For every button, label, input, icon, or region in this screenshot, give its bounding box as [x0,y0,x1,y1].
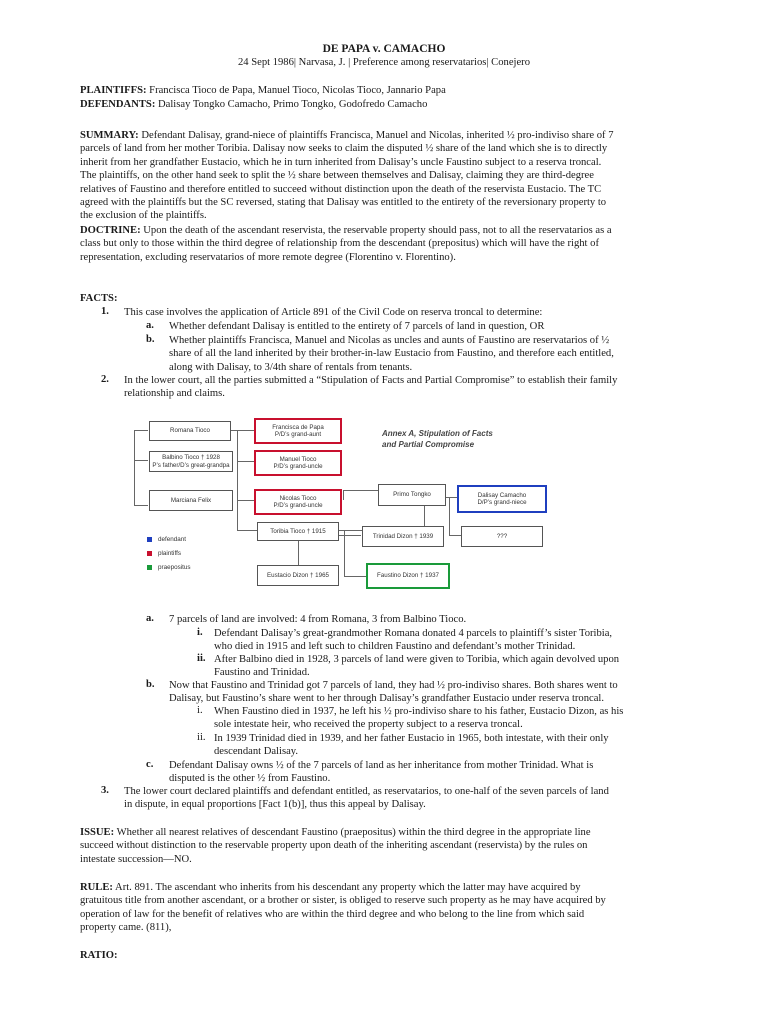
fact-line: share of all the land inherited by their brother-in-law Eustacio from Faustino, and therefore each entitled, [169,348,614,360]
node-eustacio [257,565,339,586]
fact-line: In the lower court, all the parties submitted a “Stipulation of Facts and Partial Compromise” to establish their family [124,375,618,386]
doctrine-line: class but only to those within the third degree of relationship from the descendant (prepositus) which will have the right of [80,238,599,250]
summary-line: relatives of Faustino and therefore entitled to succeed without distinction upon the death of the reservista Eustacio. The TC [80,183,602,195]
node-label: P/D’s grand-aunt [274,431,322,438]
node-label: Trinidad Dizon † 1939 [372,532,434,540]
facts-label: FACTS: [80,293,118,304]
fact-1b [169,334,699,374]
annex-title-line: and Partial Compromise [382,440,475,449]
summary-line: the exclusion of the plaintiffs. [80,210,207,222]
node-dalisay [457,485,547,513]
tree-line [344,530,345,576]
annex-title-line: Annex A, Stipulation of Facts [382,429,493,438]
tree-line [424,505,425,528]
summary-line: agreed with the plaintiffs but the SC reversed, stating that Dalisay was entitled to the entirety of the reversionary property to [80,197,607,209]
fact-2 [124,374,704,401]
issue-line: Whether all nearest relatives of descendant Faustino (praepositus) within the third degree in the appropriate line [116,827,591,838]
node-unknown [461,526,543,547]
node-balbino [149,451,233,472]
issue-label: ISSUE: [80,827,115,838]
legend-swatch [147,565,152,570]
node-primo [378,484,446,506]
rule-line: operation of law for the benefit of relatives who are within the third degree and who belong to the line from which said [80,908,585,920]
tree-line [237,430,238,530]
fact-line: who died in 1915 and left such to children Faustino and defendant’s mother Trinidad. [214,641,576,653]
fact-2b [169,679,699,706]
node-label: Dalisay Camacho [477,491,527,499]
tree-line [237,500,254,501]
node-label: Toribia Tioco † 1915 [270,527,326,535]
fact-roman: ii. [197,732,206,743]
summary-line: parcels of land from her mother Toribia. Dalisay now seeks to claim the disputed ½ share of the land which she is to directly [80,143,608,155]
fact-line: After Balbino died in 1928, 3 parcels of land were given to Toribia, which again devolved upon [214,654,620,665]
fact-2a-ii [214,653,694,680]
tree-line [445,497,457,498]
fact-number: 3. [101,785,109,796]
tree-line [134,460,148,461]
legend-swatch [147,537,152,542]
case-title: DE PAPA v. CAMACHO [322,43,446,55]
doctrine-line: Upon the death of the ascendant reservista, the reservable property should pass, not to all the reservatarios as a [143,225,612,236]
ratio-label: RATIO: [80,950,118,961]
node-label: Marciana Felix [170,496,212,504]
node-francisca [254,418,342,444]
tree-line [237,530,257,531]
summary-block [80,129,690,223]
fact-line: Now that Faustino and Trinidad got 7 parcels of land, they had ½ pro-indiviso shares. Both shares went to [169,680,618,691]
node-label: Manuel Tioco [279,455,317,463]
fact-3 [124,785,704,812]
fact-2b-i [214,705,694,732]
doctrine-label: DOCTRINE: [80,225,141,236]
fact-line: Defendant Dalisay’s great-grandmother Romana donated 4 parcels to plaintiff’s sister Toribia, [214,628,613,639]
ratio-heading [80,949,117,962]
rule-line: gratuitous title from another ascendant, or a brother or sister, is obliged to reserve such property as he may have acquired by [80,895,606,907]
tree-line [134,430,135,505]
plaintiffs-names: Francisca Tioco de Papa, Manuel Tioco, Nicolas Tioco, Jannario Papa [149,85,446,96]
fact-line: The lower court declared plaintiffs and defendant entitled, as reservatarios, to one-half of the seven parcels of land [124,786,609,797]
node-manuel [254,450,342,476]
rule-line: Art. 891. The ascendant who inherits from his descendant any property which the latter may have acquired by [115,882,581,893]
fact-line: Defendant Dalisay owns ½ of the 7 parcels of land as her inheritance from mother Trinidad. What is [169,760,594,771]
fact-2a: 7 parcels of land are involved: 4 from Romana, 3 from Balbino Tioco. [169,614,467,625]
fact-1: This case involves the application of Article 891 of the Civil Code on reserva troncal to determine: [124,307,543,318]
tree-line [134,505,148,506]
fact-2a-i [214,627,694,654]
tree-line [134,430,148,431]
fact-line: in dispute, in equal proportions [Fact 1(b)], thus this appeal by Dalisay. [124,799,426,811]
summary-line: The plaintiffs, on the other hand seek to split the ½ share between themselves and Dalisay, claiming they are third-degree [80,170,594,182]
defendants-line [80,98,700,111]
rule-label: RULE: [80,882,113,893]
legend-label: plaintiffs [158,550,181,557]
tree-line [449,497,450,535]
node-romana [149,421,231,441]
annex-title [382,428,493,450]
tree-line [344,576,366,577]
fact-roman: i. [197,705,203,716]
summary-label: SUMMARY: [80,130,139,141]
legend-label: praepositus [158,564,191,571]
plaintiffs-line [80,84,700,97]
defendants-label: DEFENDANTS: [80,99,156,110]
fact-line: descendant Dalisay. [214,746,299,758]
legend-item-defendant [147,536,186,543]
fact-letter: a. [146,613,154,624]
node-label: Eustacio Dizon † 1965 [267,571,329,579]
node-faustino [366,563,450,589]
rule-line: property came. (811), [80,922,172,934]
fact-number: 2. [101,374,109,385]
node-label: D/P’s grand-niece [477,499,527,506]
summary-line: inherit from her grandfather Eustacio, which he in turn inherited from Dalisay’s uncle Faustino subject to a reserva troncal. [80,156,602,168]
fact-line: When Faustino died in 1937, he left his ½ pro-indiviso share to his father, Eustacio Dizon, as his [214,706,624,717]
fact-line: relationship and claims. [124,388,225,400]
case-subtitle: 24 Sept 1986| Narvasa, J. | Preference among reservatarios| Conejero [237,57,530,68]
node-label: Romana Tioco [170,427,210,435]
fact-letter: c. [146,759,154,770]
doctrine-block [80,224,690,264]
legend-label: defendant [158,536,187,543]
node-toribia [257,522,339,541]
defendants-names: Dalisay Tongko Camacho, Primo Tongko, Godofredo Camacho [158,99,428,110]
fact-line: Faustino and Trinidad. [214,667,310,679]
fact-roman: ii. [197,653,206,664]
fact-line: sole intestate heir, who received the property subject to a reserva troncal. [214,719,523,731]
node-label: Francisca de Papa [272,423,324,431]
node-label: P’s father/D’s great-grandpa [152,461,230,469]
legend-item-plaintiffs [147,550,181,557]
node-label: Faustino Dizon † 1937 [377,572,439,580]
doctrine-line: representation, excluding reservatarios of more remote degree (Florentino v. Florentino). [80,251,456,263]
node-trinidad [362,526,444,547]
node-nicolas [254,489,342,515]
facts-heading [80,292,117,305]
fact-2c [169,759,699,786]
fact-line: disputed is the other ½ from Faustino. [169,773,331,785]
fact-line: In 1939 Trinidad died in 1939, and her father Eustacio in 1965, both intestate, with their only [214,733,609,744]
node-label: P/D’s grand-uncle [273,502,323,509]
tree-line [343,490,344,500]
summary-line: Defendant Dalisay, grand-niece of plaintiffs Francisca, Manuel and Nicolas, inherited ½ pro-indiviso share of 7 [141,130,614,141]
node-label: P/D’s grand-uncle [273,463,323,470]
fact-number: 1. [101,306,109,317]
node-label: Nicolas Tioco [279,494,317,502]
tree-line [343,490,378,491]
fact-1a: Whether defendant Dalisay is entitled to the entirety of 7 parcels of land in question, OR [169,321,545,332]
rule-block [80,881,690,935]
fact-letter: a. [146,320,154,331]
tree-line [338,535,361,536]
tree-line [237,461,254,462]
fact-2b-ii [214,732,694,759]
fact-line: along with Dalisay, to 3/4th share of rentals from tenants. [169,361,413,373]
issue-line: succeed without distinction to the reservable property upon death of the inheriting ascendant (reservista) by the rules on [80,840,588,852]
fact-line: Dalisay, but Faustino’s share went to her through Dalisay’s grandfather Eustacio under reserva troncal. [169,693,604,705]
fact-line: Whether plaintiffs Francisca, Manuel and Nicolas as uncles and aunts of Faustino are reservatarios of ½ [169,335,610,346]
node-label: Primo Tongko [393,491,431,499]
plaintiffs-label: PLAINTIFFS: [80,85,147,96]
node-label: ??? [496,532,508,540]
node-marciana [149,490,233,511]
issue-line: intestate succession—NO. [80,853,192,865]
legend-swatch [147,551,152,556]
tree-line [449,535,461,536]
legend-item-praepositus [147,564,191,571]
fact-letter: b. [146,334,155,345]
fact-roman: i. [197,627,203,638]
fact-letter: b. [146,679,155,690]
issue-block [80,826,690,866]
tree-line [229,430,254,431]
node-label: Balbino Tioco † 1928 [162,454,220,462]
